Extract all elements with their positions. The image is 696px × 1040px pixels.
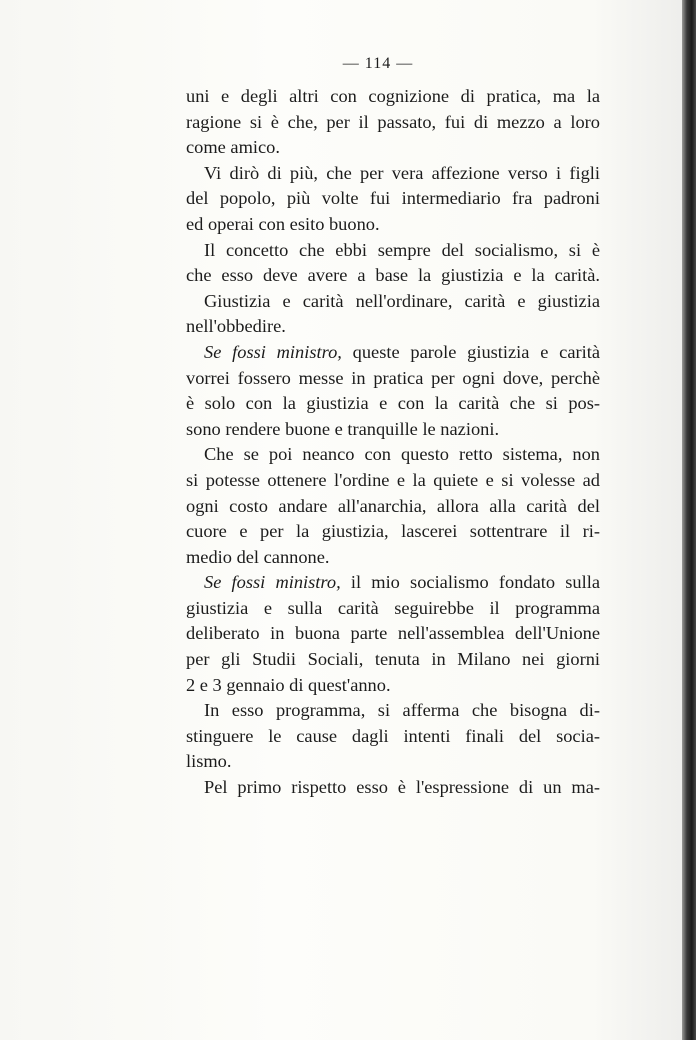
paragraph [186, 775, 600, 801]
text-line: Vi dirò di più, che per vera affezione verso i figli [204, 162, 600, 183]
text-line: è solo con la giustizia e con la carità che si pos- [186, 393, 600, 414]
text-line: cuore e per la giustizia, lascerei sottentrare il ri- [186, 521, 600, 542]
text-line: uni e degli altri con cognizione di pratica, ma la [186, 86, 600, 106]
text-line: vorrei fossero messe in pratica per ogni dove, perchè [186, 367, 600, 388]
paragraph [186, 84, 600, 161]
text-line: 2 e 3 gennaio di quest'anno. [186, 674, 391, 695]
paragraph [186, 289, 600, 340]
body-text [186, 84, 600, 801]
italic-phrase: Se fossi ministro, [204, 341, 342, 362]
text-line: ogni costo andare all'anarchia, allora alla carità del [186, 495, 600, 516]
text-line: che esso deve avere a base la giustizia e la carità. [186, 265, 600, 286]
text-line: lismo. [186, 751, 232, 772]
text-fragment: il mio socialismo fondato sulla [340, 572, 600, 593]
text-line: Il concetto che ebbi sempre del socialismo, si è [204, 239, 600, 260]
text-line: deliberato in buona parte nell'assemblea dell'Unione [186, 623, 600, 644]
paragraph [186, 340, 600, 442]
text-line: giustizia e sulla carità seguirebbe il programma [186, 597, 600, 618]
text-line [186, 340, 600, 366]
page-number: — 114 — [342, 55, 414, 72]
text-line: nell'obbedire. [186, 316, 286, 337]
text-line: Pel primo rispetto esso è l'espressione di un ma- [204, 777, 600, 798]
paragraph [186, 161, 600, 238]
page-edge-shadow [682, 0, 696, 1040]
text-line: ed operai con esito buono. [186, 213, 380, 234]
paragraph [186, 570, 600, 698]
text-line: per gli Studii Sociali, tenuta in Milano nei giorni [186, 649, 600, 670]
text-line: sono rendere buone e tranquille le nazioni. [186, 418, 500, 439]
text-line: stinguere le cause dagli intenti finali del socia- [186, 725, 600, 746]
text-line: Giustizia e carità nell'ordinare, carità e giustizia [204, 290, 600, 311]
text-line: Che se poi neanco con questo retto sistema, non [204, 444, 600, 465]
text-line: In esso programma, si afferma che bisogna di- [204, 700, 600, 721]
paragraph [186, 698, 600, 775]
italic-phrase: Se fossi ministro, [204, 572, 341, 593]
paragraph [186, 238, 600, 289]
text-fragment: queste parole giustizia e carità [341, 341, 600, 362]
text-line: medio del cannone. [186, 546, 330, 567]
text-line [186, 570, 600, 596]
text-line: si potesse ottenere l'ordine e la quiete e si volesse ad [186, 469, 600, 490]
text-line: del popolo, più volte fui intermediario fra padroni [186, 188, 600, 209]
paragraph [186, 442, 600, 570]
text-line: come amico. [186, 137, 280, 158]
text-line: ragione si è che, per il passato, fui di mezzo a loro [186, 111, 600, 132]
